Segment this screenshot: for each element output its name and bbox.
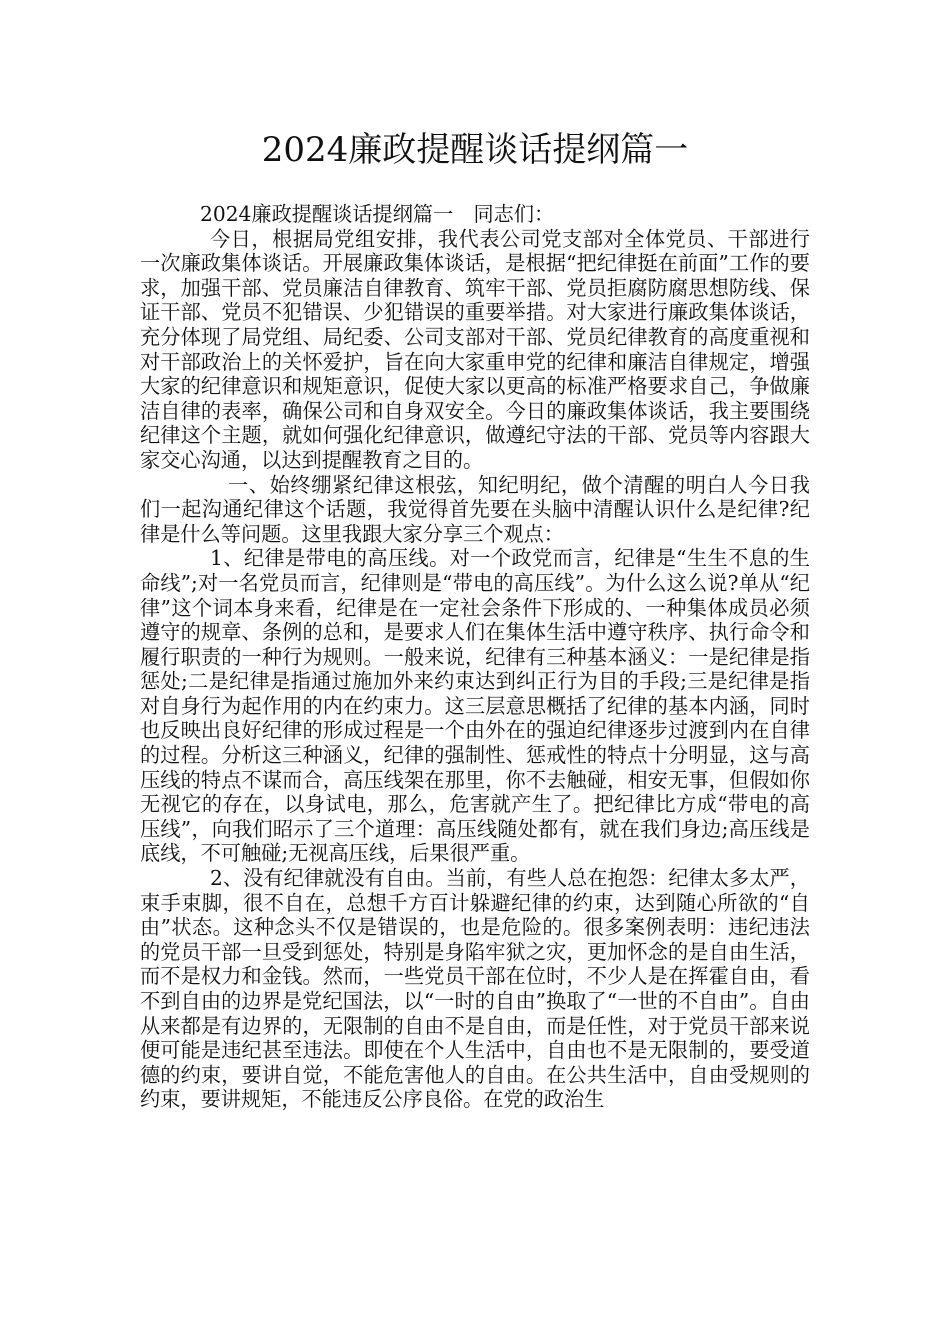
paragraph-point-one: 1、纪律是带电的高压线。对一个政党而言，纪律是“生生不息的生命线”;对一名党员而言，纪律则是“带电的高压线”。为什么这么说?单从“纪律”这个词本身来看，纪律是在一定社会条件下形成的、一种集体成员必须遵守的规章、条例的总和，是要求人们在集体生活中遵守秩序、执行命令和履行职责的一种行为规则。一般来说，纪律有三种基本涵义：一是纪律是指惩处;二是纪律是指通过施加外来约束达到纠正行为目的手段;三是纪律是指对自身行为起作用的内在约束力。这三层意思概括了纪律的基本内涵，同时也反映出良好纪律的形成过程是一个由外在的强迫纪律逐步过渡到内在自律的过程。分析这三种涵义，纪律的强制性、惩戒性的特点十分明显，这与高压线的特点不谋而合，高压线架在那里，你不去触碰，相安无事，但假如你无视它的存在，以身试电，那么，危害就产生了。把纪律比方成“带电的高压线”，向我们昭示了三个道理：高压线随处都有，就在我们身边;高压线是底线，不可触碰;无视高压线，后果很严重。 xyxy=(140,546,810,866)
document-title: 2024廉政提醒谈话提纲篇一 xyxy=(261,130,689,170)
paragraph-section-one: 一、始终绷紧纪律这根弦，知纪明纪，做个清醒的明白人今日我们一起沟通纪律这个话题，我觉得首先要在头脑中清醒认识什么是纪律?纪律是什么等问题。这里我跟大家分享三个观点： xyxy=(140,472,810,546)
document-body xyxy=(140,202,810,1112)
paragraph-introduction: 今日，根据局党组安排，我代表公司党支部对全体党员、干部进行一次廉政集体谈话。开展廉政集体谈话，是根据“把纪律挺在前面”工作的要求，加强干部、党员廉洁自律教育、筑牢干部、党员拒腐防腐思想防线、保证干部、党员不犯错误、少犯错误的重要举措。对大家进行廉政集体谈话，充分体现了局党组、局纪委、公司支部对干部、党员纪律教育的高度重视和对干部政治上的关怀爱护，旨在向大家重申党的纪律和廉洁自律规定，增强大家的纪律意识和规矩意识，促使大家以更高的标准严格要求自己，争做廉洁自律的表率，确保公司和自身双安全。今日的廉政集体谈话，我主要围绕纪律这个主题，就如何强化纪律意识，做遵纪守法的干部、党员等内容跟大家交心沟通，以达到提醒教育之目的。 xyxy=(140,226,810,472)
paragraph-point-two: 2、没有纪律就没有自由。当前，有些人总在抱怨：纪律太多太严，束手束脚，很不自在，总想千方百计躲避纪律的约束，达到随心所欲的“自由”状态。这种念头不仅是错误的，也是危险的。很多案例表明：违纪违法的党员干部一旦受到惩处，特别是身陷牢狱之灾，更加怀念的是自由生活，而不是权力和金钱。然而，一些党员干部在位时，不少人是在挥霍自由，看不到自由的边界是党纪国法，以“一时的自由”换取了“一世的不自由”。自由从来都是有边界的，无限制的自由不是自由，而是任性，对于党员干部来说便可能是违纪甚至违法。即使在个人生活中，自由也不是无限制的，要受道德的约束，要讲自觉，不能危害他人的自由。在公共生活中，自由受规则的约束，要讲规矩，不能违反公序良俗。在党的政治生 xyxy=(140,866,810,1112)
paragraph-greeting: 2024廉政提醒谈话提纲篇一 同志们： xyxy=(200,202,555,226)
